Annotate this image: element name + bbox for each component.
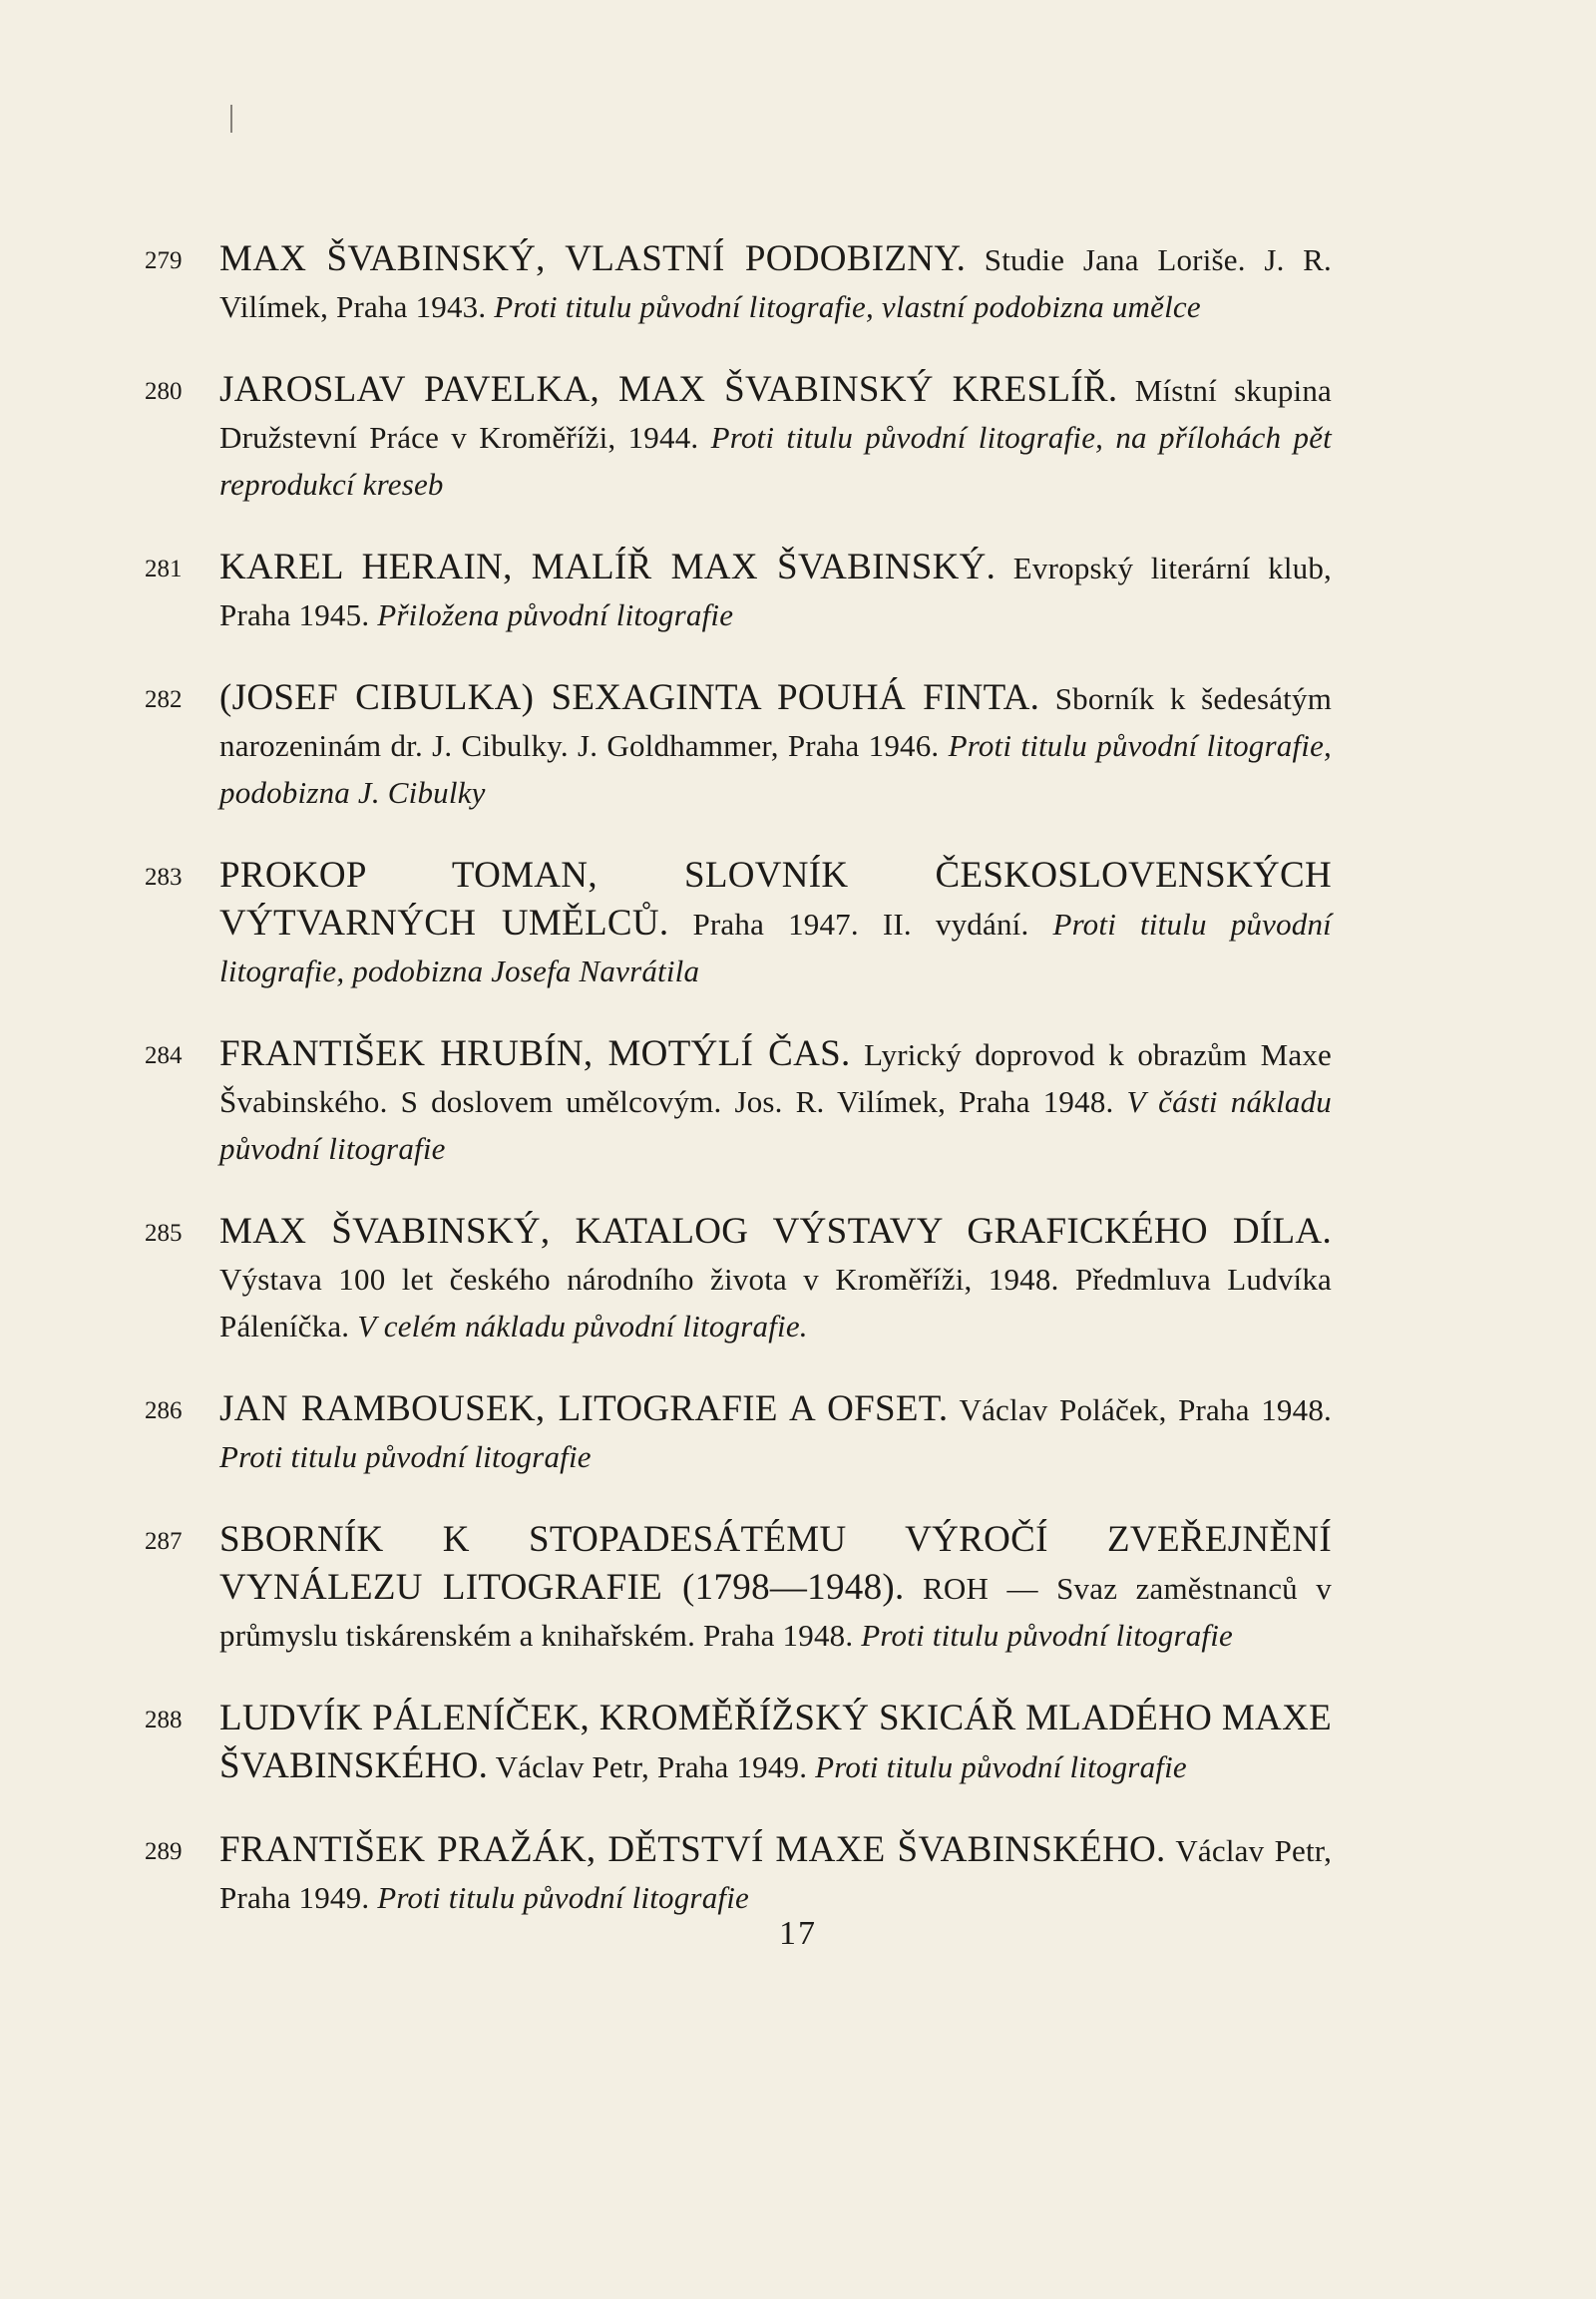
entry-number: 287 <box>145 1528 183 1555</box>
entry-number: 289 <box>145 1838 183 1865</box>
entry-note: Proti titulu původní litografie <box>377 1880 749 1915</box>
entry-number: 281 <box>145 556 183 582</box>
entry-title: FRANTIŠEK PRAŽÁK, DĚTSTVÍ MAXE ŠVABINSKÉHO. <box>219 1829 1166 1870</box>
entry-number: 283 <box>145 864 183 891</box>
entry-title: MAX ŠVABINSKÝ, VLASTNÍ PODOBIZNY. <box>219 238 967 279</box>
entry-title: JAN RAMBOUSEK, LITOGRAFIE A OFSET. <box>219 1388 949 1429</box>
bibliography-entry <box>145 544 1332 638</box>
entry-number: 286 <box>145 1397 183 1424</box>
bibliography-entry <box>145 1208 1332 1349</box>
entry-note: Přiložena původní litografie <box>377 597 734 632</box>
entry-note: V celém nákladu původní litografie. <box>357 1309 808 1343</box>
entry-title: PROKOP TOMAN, SLOVNÍK ČESKOSLOVENSKÝCH VÝTVARNÝCH UMĚLCŮ. <box>219 855 1332 944</box>
entry-note: Proti titulu původní litografie, podobizna Josefa Navrátila <box>219 907 1332 988</box>
entry-details: Výstava 100 let českého národního života v Kroměříži, 1948. Předmluva Ludvíka Páleníčka. <box>219 1262 1332 1343</box>
entry-number: 279 <box>145 247 183 274</box>
entry-details: Sborník k šedesátým narozeninám dr. J. Cibulky. J. Goldhammer, Praha 1946. <box>219 681 1333 763</box>
entry-note: Proti titulu původní litografie <box>815 1749 1187 1784</box>
entry-title: LUDVÍK PÁLENÍČEK, KROMĚŘÍŽSKÝ SKICÁŘ MLADÉHO MAXE ŠVABINSKÉHO. <box>219 1698 1332 1786</box>
bibliography-entry <box>145 1385 1332 1480</box>
entry-details: Místní skupina Družstevní Práce v Kroměříži, 1944. <box>219 373 1333 455</box>
entry-number: 284 <box>145 1042 183 1069</box>
entry-title: MAX ŠVABINSKÝ, KATALOG VÝSTAVY GRAFICKÉHO DÍLA. <box>219 1211 1332 1252</box>
entry-note: V části nákladu původní litografie <box>219 1084 1333 1166</box>
bibliography-entry <box>145 1826 1332 1921</box>
entry-details: Praha 1947. II. vydání. <box>692 907 1029 942</box>
entry-details: Václav Poláček, Praha 1948. <box>959 1392 1332 1427</box>
entry-number: 280 <box>145 378 183 405</box>
bibliography-entry <box>145 1030 1332 1172</box>
entry-note: Proti titulu původní litografie, vlastní podobizna umělce <box>494 289 1201 324</box>
entry-title: SBORNÍK K STOPADESÁTÉMU VÝROČÍ ZVEŘEJNĚNÍ VYNÁLEZU LITOGRAFIE (1798—1948). <box>219 1519 1332 1608</box>
entry-note: Proti titulu původní litografie <box>219 1439 592 1474</box>
entry-details: Václav Petr, Praha 1949. <box>219 1833 1333 1915</box>
bibliography-entry <box>145 1516 1332 1659</box>
entry-title: JAROSLAV PAVELKA, MAX ŠVABINSKÝ KRESLÍŘ. <box>219 369 1118 410</box>
entry-title: FRANTIŠEK HRUBÍN, MOTÝLÍ ČAS. <box>219 1033 851 1074</box>
entry-note: Proti titulu původní litografie <box>861 1618 1234 1653</box>
entry-number: 285 <box>145 1220 183 1247</box>
entry-title: (JOSEF CIBULKA) SEXAGINTA POUHÁ FINTA. <box>219 677 1040 718</box>
bibliography-entry <box>145 235 1332 330</box>
margin-mark <box>230 105 232 133</box>
page-number: 17 <box>779 1915 817 1952</box>
entry-details: Evropský literární klub, Praha 1945. <box>219 551 1333 632</box>
entry-details: Lyrický doprovod k obrazům Maxe Švabinského. S doslovem umělcovým. Jos. R. Vilímek, Praha 1948. <box>219 1037 1333 1119</box>
bibliography-entry <box>145 366 1332 508</box>
entry-title: KAREL HERAIN, MALÍŘ MAX ŠVABINSKÝ. <box>219 547 997 587</box>
bibliography-entry <box>145 852 1332 994</box>
entry-number: 282 <box>145 686 183 713</box>
entry-note: Proti titulu původní litografie, na přílohách pět reprodukcí kreseb <box>219 420 1332 502</box>
bibliography-list <box>145 235 1332 1957</box>
entry-note: Proti titulu původní litografie, podobizna J. Cibulky <box>219 728 1332 810</box>
entry-number: 288 <box>145 1707 183 1733</box>
entry-details: Václav Petr, Praha 1949. <box>495 1749 808 1784</box>
bibliography-entry <box>145 1695 1332 1790</box>
entry-details: Studie Jana Loriše. J. R. Vilímek, Praha 1943. <box>219 242 1332 324</box>
bibliography-entry <box>145 674 1332 816</box>
entry-details: ROH — Svaz zaměstnanců v průmyslu tiskárenském a knihařském. Praha 1948. <box>219 1571 1332 1653</box>
